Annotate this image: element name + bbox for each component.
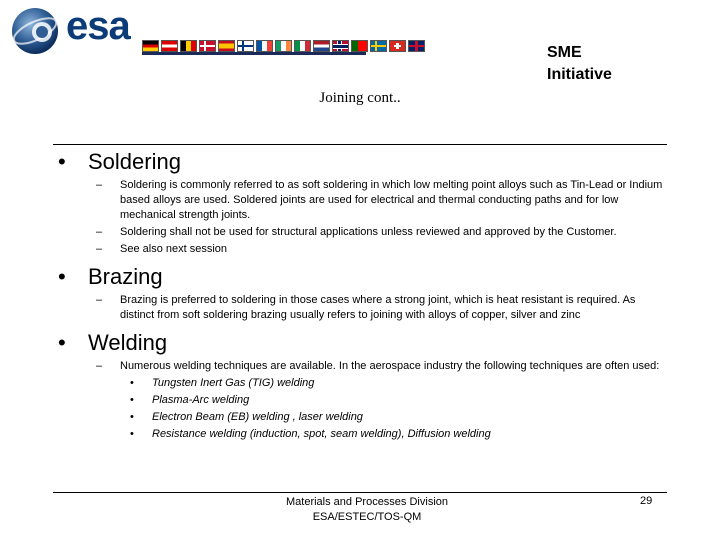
bullet-icon: • [130,394,134,406]
sub-item-text: Resistance welding (induction, spot, seam welding), Diffusion welding [152,428,491,440]
flag-icon [370,40,387,52]
section-soldering [58,148,668,257]
heading-text: Welding [88,330,168,355]
sub-item-text: Plasma-Arc welding [152,394,250,406]
flag-icon [142,40,159,52]
flag-icon [161,40,178,52]
item-text: Brazing is preferred to soldering in those cases where a strong joint, which is heat resistant is required. As distinct from soft soldering brazing usually refers to joining with alloys of copper, silver and zinc [120,294,636,321]
dash-icon: – [96,294,103,306]
item-text: Numerous welding techniques are available. In the aerospace industry the following techniques are often used: [120,360,660,372]
item-text: Soldering shall not be used for structural applications unless reviewed and approved by the Customer. [120,226,617,238]
globe-icon [10,6,60,56]
sub-list-item [58,410,668,425]
section-heading [58,148,668,176]
bullet-icon: • [58,330,66,355]
sub-item-text: Electron Beam (EB) welding , laser welding [152,411,363,423]
sub-list-item [58,427,668,442]
bullet-icon: • [58,149,66,174]
flag-icon [389,40,406,52]
dash-icon: – [96,179,103,191]
flag-icon [237,40,254,52]
bullet-icon: • [130,377,134,389]
flag-icon [332,40,349,52]
list-item [58,293,668,323]
list-item [58,178,668,223]
bullet-list [58,178,668,257]
item-text: See also next session [120,243,228,255]
bullet-list [58,293,668,323]
bullet-list [58,359,668,374]
sub-list-item [58,393,668,408]
dash-icon: – [96,360,103,372]
footer-division: Materials and Processes Division [285,496,448,508]
list-item [58,225,668,240]
sub-bullet-list [58,376,668,442]
heading-text: Brazing [88,264,163,289]
logo-underline [142,52,366,55]
footer-divider [53,492,667,493]
section-heading [58,329,668,357]
slide-title: Joining cont.. [319,90,401,106]
flag-icon [180,40,197,52]
page-number: 29 [640,495,653,507]
flag-icon [256,40,273,52]
list-item [58,242,668,257]
footer [0,495,720,525]
badge-line: Initiative [547,66,612,83]
header-divider [53,144,667,145]
flag-icon [351,40,368,52]
bullet-icon: • [130,428,134,440]
flag-icon [199,40,216,52]
flag-icon [313,40,330,52]
flag-icon [408,40,425,52]
badge-line: SME [547,44,582,61]
flag-icon [275,40,292,52]
bullet-icon: • [58,264,66,289]
bullet-icon: • [130,411,134,423]
slide-content [58,148,668,442]
sme-initiative-badge [547,42,687,86]
dash-icon: – [96,243,103,255]
item-text: Soldering is commonly referred to as soft soldering in which low melting point alloys such as Tin-Lead or Indium based alloys are used. Soldered joints are used for electrical and thermal conducting paths and for low mechanical strength joints. [120,179,663,221]
member-state-flags [142,40,425,52]
esa-logo [10,4,370,62]
footer-department: ESA/ESTEC/TOS-QM [312,511,422,523]
section-brazing [58,263,668,323]
heading-text: Soldering [88,149,181,174]
flag-icon [294,40,311,52]
sub-list-item [58,376,668,391]
section-heading [58,263,668,291]
dash-icon: – [96,226,103,238]
section-welding [58,329,668,442]
flag-icon [218,40,235,52]
list-item [58,359,668,374]
sub-item-text: Tungsten Inert Gas (TIG) welding [152,377,315,389]
esa-logo-text: esa [66,4,130,48]
